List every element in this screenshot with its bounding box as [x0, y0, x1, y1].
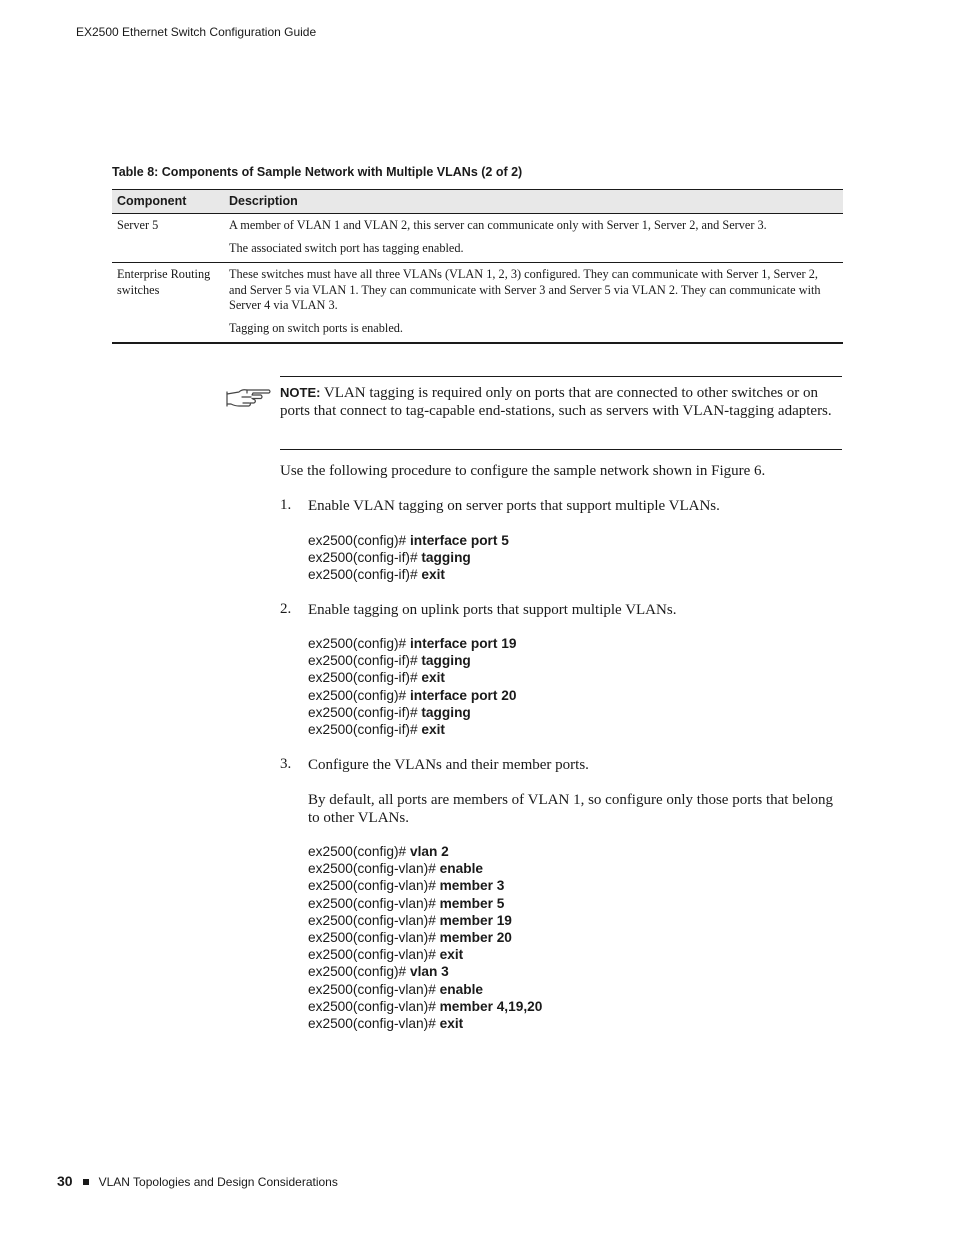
code-line: ex2500(config)# vlan 2	[308, 844, 449, 859]
note	[280, 384, 840, 420]
code-line: ex2500(config-if)# exit	[308, 722, 445, 738]
step-subtext: By default, all ports are members of VLAN 1, so configure only those ports that belong to other VLANs.	[308, 792, 834, 826]
cell-component: Enterprise Routing switches	[112, 263, 224, 344]
header-description: Description	[224, 190, 843, 214]
intro-paragraph: Use the following procedure to configure the sample network shown in Figure 6.	[280, 463, 766, 479]
description-paragraph: These switches must have all three VLANs (VLAN 1, 2, 3) configured. They can communicate with Server 1, Server 2, and Server 5 via VLAN 1. They can communicate with Server 3 and Server 5 via VLAN 2. They can communicate with Server 4 via VLAN 3.	[229, 267, 821, 312]
code-line: ex2500(config-vlan)# enable	[308, 981, 484, 997]
description-paragraph: The associated switch port has tagging enabled.	[229, 240, 464, 255]
code-line: ex2500(config-vlan)# member 4,19,20	[308, 998, 543, 1014]
code-line: ex2500(config-vlan)# enable	[308, 861, 484, 877]
code-line: ex2500(config-vlan)# member 5	[308, 895, 505, 911]
cell-description	[224, 214, 843, 263]
table-row	[112, 214, 843, 263]
step-number: 2.	[280, 601, 292, 617]
code-line: ex2500(config-if)# tagging	[308, 550, 471, 566]
page-footer	[57, 1173, 338, 1189]
description-paragraph: A member of VLAN 1 and VLAN 2, this server can communicate only with Server 1, Server 2, and Server 3.	[229, 218, 767, 232]
note-label: NOTE:	[280, 385, 321, 400]
code-line: ex2500(config-vlan)# member 20	[308, 930, 512, 946]
code-line: ex2500(config-vlan)# member 3	[308, 878, 505, 894]
code-line: ex2500(config-vlan)# exit	[308, 947, 464, 963]
table-row	[112, 263, 843, 344]
step-text: Enable VLAN tagging on server ports that support multiple VLANs.	[308, 498, 720, 514]
bullet-square-icon	[83, 1179, 89, 1185]
code-block	[308, 843, 542, 1032]
code-line: ex2500(config)# vlan 3	[308, 964, 449, 980]
table-caption: Table 8: Components of Sample Network with Multiple VLANs (2 of 2)	[112, 165, 523, 179]
code-line: ex2500(config-if)# tagging	[308, 653, 471, 669]
step-number: 1.	[280, 497, 292, 513]
step-number: 3.	[280, 756, 292, 772]
note-rule-bottom	[280, 449, 842, 450]
header-component: Component	[112, 190, 224, 214]
code-line: ex2500(config)# interface port 19	[308, 636, 517, 651]
code-line: ex2500(config-vlan)# member 19	[308, 912, 512, 928]
code-line: ex2500(config-vlan)# exit	[308, 1016, 464, 1032]
description-paragraph: Tagging on switch ports is enabled.	[229, 320, 403, 335]
code-line: ex2500(config-if)# exit	[308, 670, 445, 686]
table-header-row	[112, 190, 843, 214]
code-block	[308, 532, 509, 584]
cell-component: Server 5	[112, 214, 224, 263]
note-text: VLAN tagging is required only on ports that are connected to other switches or on ports that connect to tag-capable end-stations, such as servers with VLAN-tagging adapters.	[280, 385, 832, 419]
step-text: Configure the VLANs and their member ports.	[308, 757, 589, 773]
code-line: ex2500(config)# interface port 5	[308, 533, 509, 548]
code-line: ex2500(config)# interface port 20	[308, 687, 517, 703]
page-number: 30	[57, 1173, 73, 1189]
components-table	[112, 189, 843, 344]
step-text: Enable tagging on uplink ports that support multiple VLANs.	[308, 602, 677, 618]
footer-section-title: VLAN Topologies and Design Considerations	[98, 1175, 338, 1189]
code-line: ex2500(config-if)# exit	[308, 567, 445, 583]
pointing-hand-icon	[225, 386, 273, 412]
code-line: ex2500(config-if)# tagging	[308, 704, 471, 720]
running-header: EX2500 Ethernet Switch Configuration Guide	[76, 25, 317, 39]
note-rule-top	[280, 376, 842, 377]
cell-description	[224, 263, 843, 344]
code-block	[308, 635, 516, 738]
